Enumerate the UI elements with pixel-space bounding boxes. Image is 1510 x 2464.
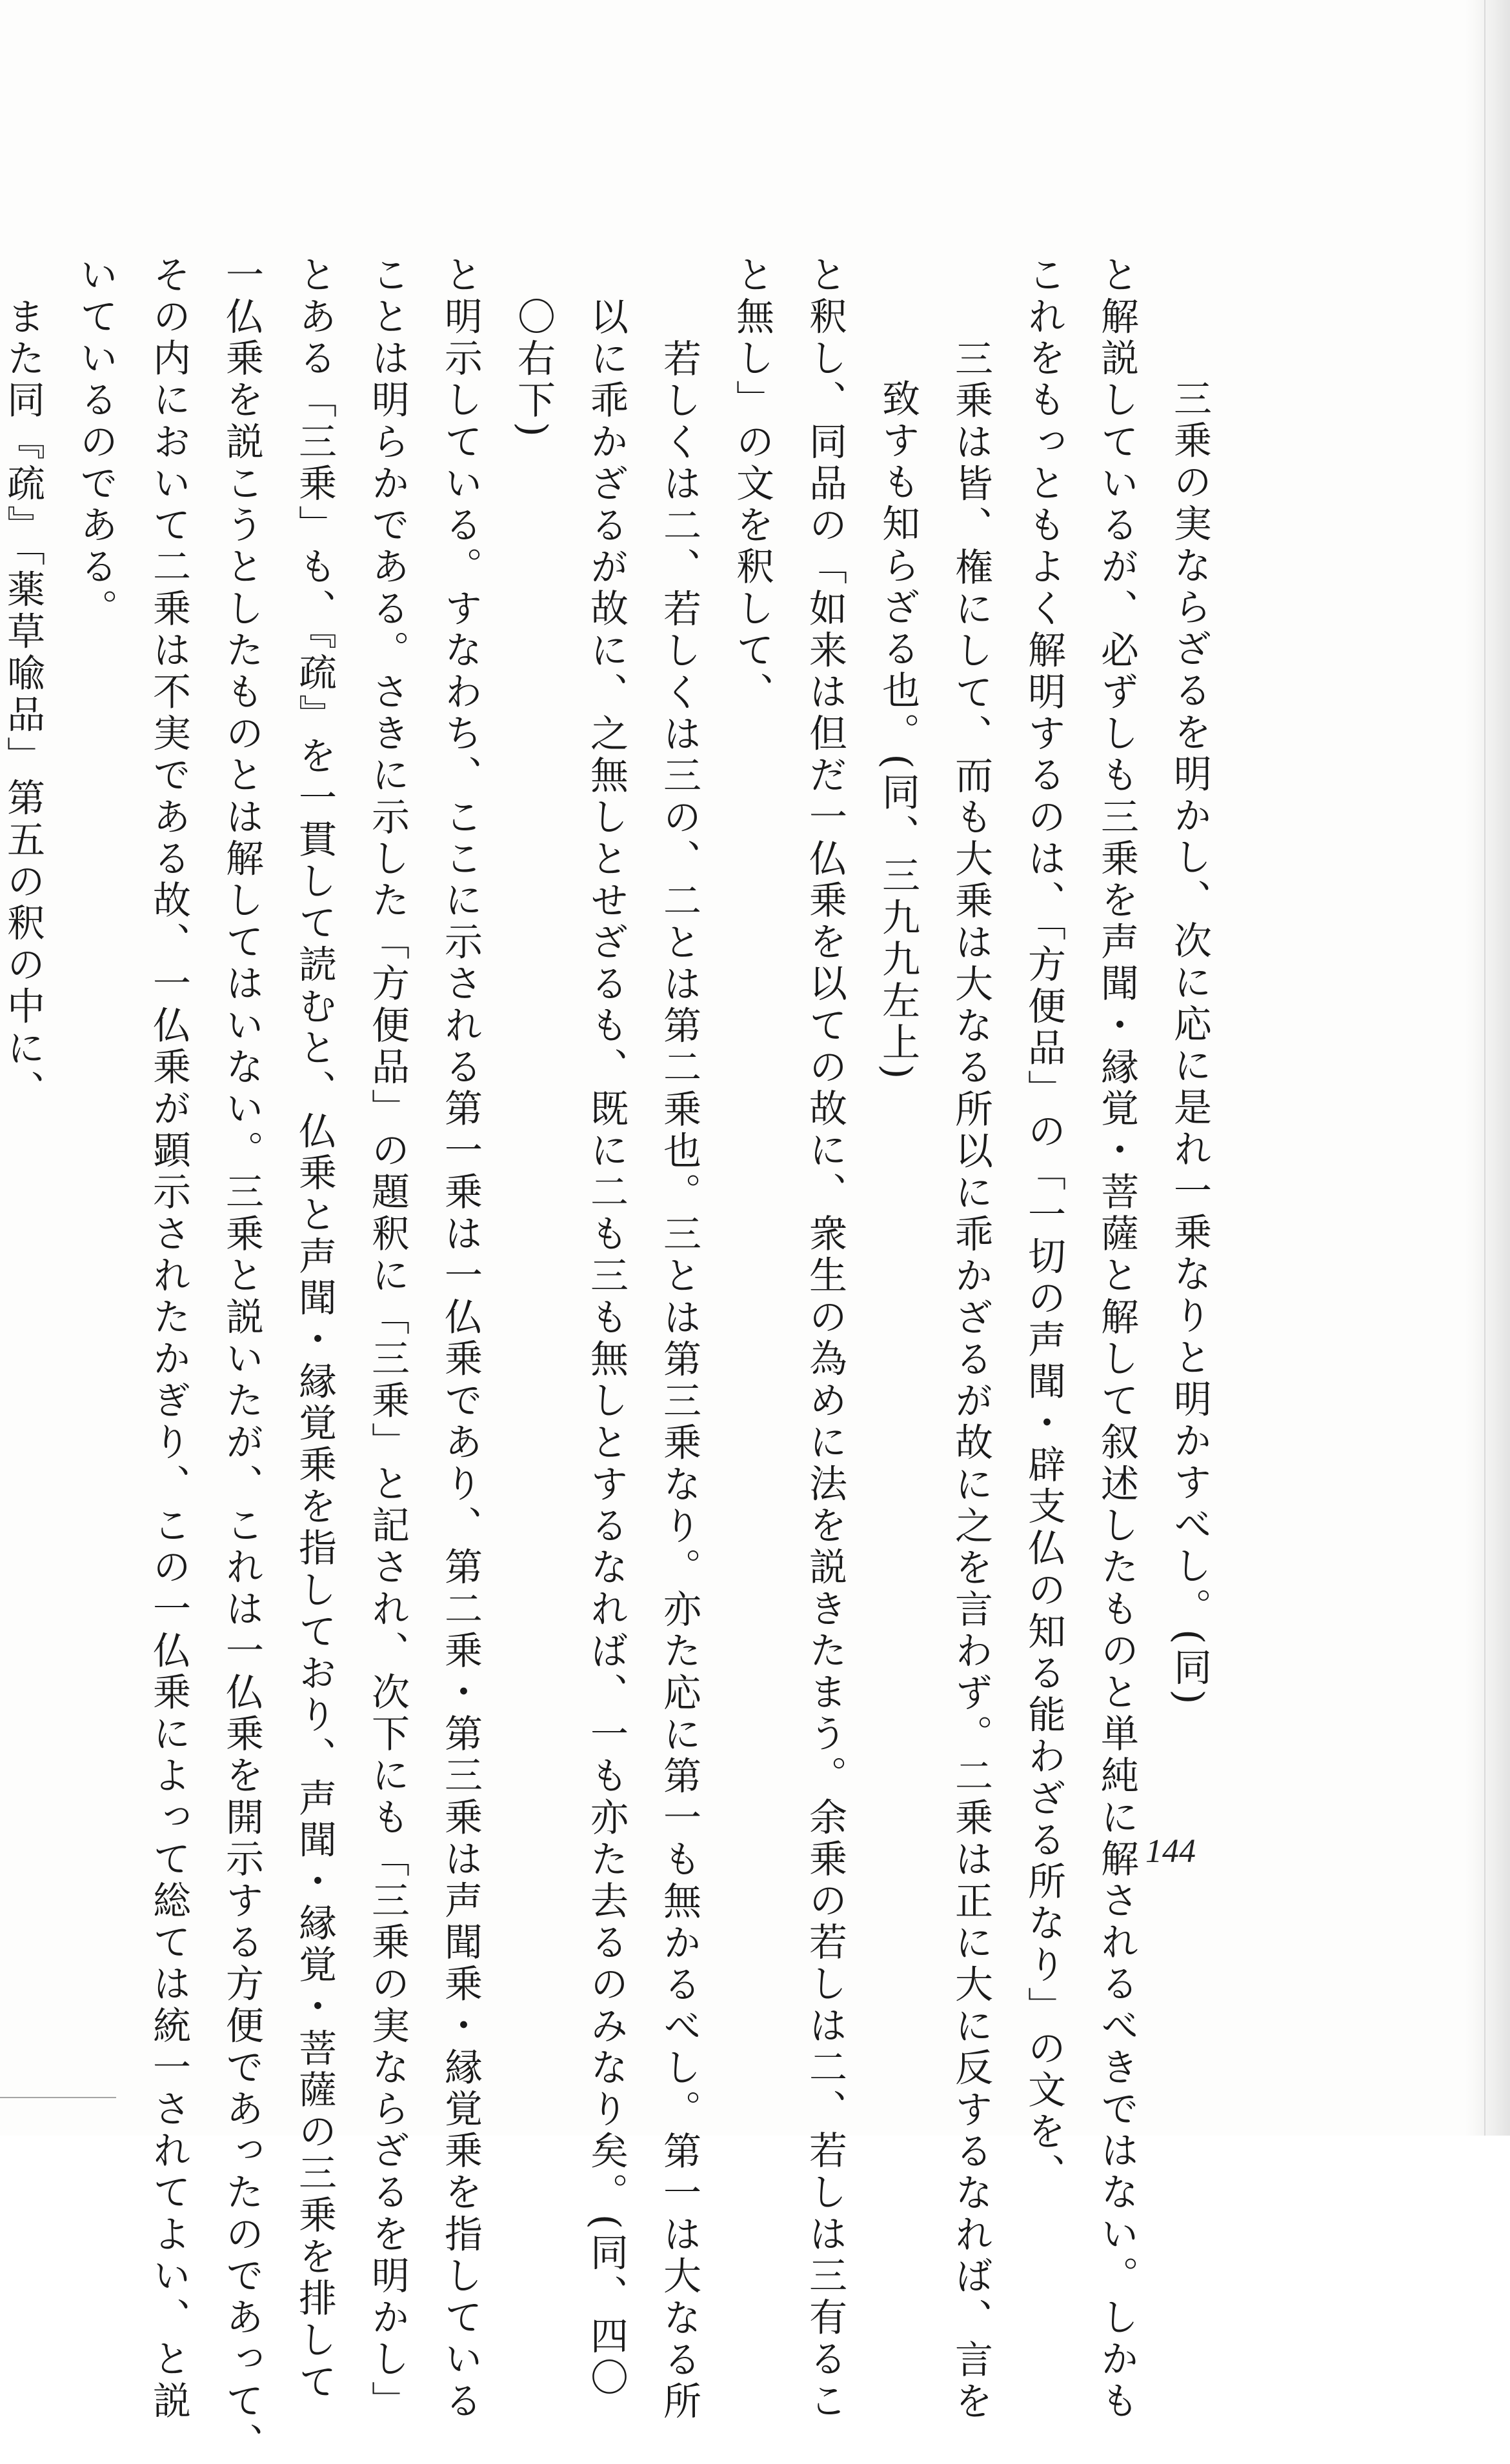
text-line: とある「三乗」も、『疏』を一貫して読むと、仏乗と声聞・縁覚乗を指しており、声聞・縁覚・菩薩の三乗を排して [292,255,337,2403]
text-line: 一仏乗を説こうとしたものとは解してはいない。三乗と説いたが、これは一仏乗を開示する方便であったのであって、 [219,255,264,2464]
text-line: と釈し、同品の「如来は但だ一仏乗を以ての故に、衆生の為めに法を説きたまう。余乗の若しは二、若しは三有るこ [803,255,847,2423]
text-line: 三乗は皆、権にして、而も大乗は大なる所以に乖かざるが故に之を言わず。二乗は正に大に反するなれば、言を [949,338,993,2423]
text-line: 若しくは二、若しくは三の、二とは第二乗也。三とは第三乗なり。亦た応に第一も無かるべし。第一は大なる所 [657,338,701,2423]
text-line: ことは明らかである。さきに示した「方便品」の題釈に「三乗」と記され、次下にも「三乗の実ならざるを明かし」 [365,255,410,2423]
text-line: 三乗の実ならざるを明かし、次に応に是れ一乗なりと明かすべし。(同) [1167,378,1212,1708]
text-line: 以に乖かざるが故に、之無しとせざるも、既に二も三も無しとするなれば、一も亦た去るのみなり矣。(同、四〇 [584,296,629,2399]
text-line: と明示している。すなわち、ここに示される第一乗は一仏乗であり、第二乗・第三乗は声聞乗・縁覚乗を指している [438,255,483,2423]
text-line: と無し」の文を釈して、 [730,255,774,714]
text-line: いているのである。 [74,255,118,630]
scan-edge-shadow [1465,0,1510,2136]
text-line: 致すも知らざる也。(同、三九九左上) [876,378,920,1083]
text-line: その内において二乗は不実である故、一仏乗が顕示されたかぎり、この一仏乗によって総ては統一されてよい、と説 [146,255,191,2423]
text-line: 〇右下) [511,296,556,441]
scan-bottom-mark [0,2097,116,2098]
text-line: これをもっともよく解明するのは、「方便品」の「一切の声聞・辟支仏の知る能わざる所なり」の文を、 [1022,255,1066,2195]
scan-edge-line [1484,0,1485,2136]
vertical-text-body [1,255,1226,2464]
text-line: と解説しているが、必ずしも三乗を声聞・縁覚・菩薩と解して叙述したものと単純に解されるべきではない。しかも [1094,255,1139,2423]
text-line: また同『疏』「薬草喩品」第五の釈の中に、 [1,296,45,1112]
page-number: 144 [1145,1833,1196,1870]
